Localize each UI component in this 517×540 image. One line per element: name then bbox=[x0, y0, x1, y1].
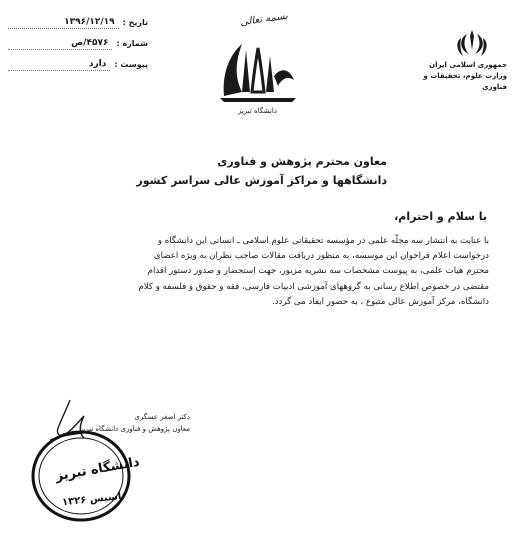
addressee-line-2: دانشگاهها و مراکز آموزش عالی سراسر کشور bbox=[136, 174, 387, 187]
body-line-4: مقتضی در خصوص اطلاع رسانی به گروههای آموزشی ادبیات فارسی، فقه و حقوق و فلسفه و کلام bbox=[138, 281, 489, 292]
letter-meta bbox=[8, 12, 148, 75]
bismillah: بسمه تعالی bbox=[239, 10, 289, 29]
stamp-university-name: دانشگاه تبریز bbox=[54, 454, 141, 485]
attachment-value: دارد bbox=[8, 59, 110, 71]
date-value: ۱۳۹۶/۱۲/۱۹ bbox=[8, 17, 119, 29]
addressee bbox=[137, 152, 387, 190]
number-value: ۴۵۷۶/ص bbox=[8, 38, 112, 50]
attachment-row bbox=[8, 54, 148, 75]
letter-body bbox=[14, 234, 489, 310]
greeting: با سلام و احترام، bbox=[394, 210, 487, 223]
date-label: تاریخ : bbox=[122, 18, 148, 27]
ministry-name bbox=[417, 60, 507, 93]
signatory-title: معاون پژوهش و فناوری دانشگاه تبریز bbox=[79, 425, 190, 433]
body-line-3: محترم هیات علمی، به پیوست مشخصات سه نشریه مزبور، جهت استحضار و صدور دستور اقدام bbox=[147, 266, 489, 277]
iran-emblem-icon bbox=[455, 28, 489, 58]
ministry-line-2: وزارت علوم، تحقیقات و فناوری bbox=[423, 72, 507, 91]
addressee-line-1: معاون محترم پژوهش و فناوری bbox=[217, 155, 387, 168]
ministry-line-1: جمهوری اسلامی ایران bbox=[429, 61, 507, 69]
university-logo-icon bbox=[212, 36, 304, 108]
date-row bbox=[8, 12, 148, 33]
number-label: شماره : bbox=[116, 39, 148, 48]
body-line-2: درخواست اعلام فراخوان این موسسه، به منظور دریافت مقالات صاحب نظران به ویژه اعضای bbox=[153, 251, 489, 262]
body-line-5: دانشگاه، مرکز آموزش عالی متبوع ، به حضور ایفاد می گردد. bbox=[271, 296, 489, 307]
stamp-founded-year: تاسیس ۱۳۲۶ bbox=[61, 490, 126, 509]
signatory-name: دکتر اصغر عسگری bbox=[134, 413, 190, 421]
number-row bbox=[8, 33, 148, 54]
body-line-1: با عنایت به انتشار سه مجلّه علمی در مؤسسه تحقیقاتی علوم اسلامی ـ انسانی این دانشگاه و bbox=[157, 236, 489, 246]
attachment-label: پیوست : bbox=[114, 60, 148, 69]
university-logo-text: دانشگاه تبریز bbox=[238, 107, 277, 115]
